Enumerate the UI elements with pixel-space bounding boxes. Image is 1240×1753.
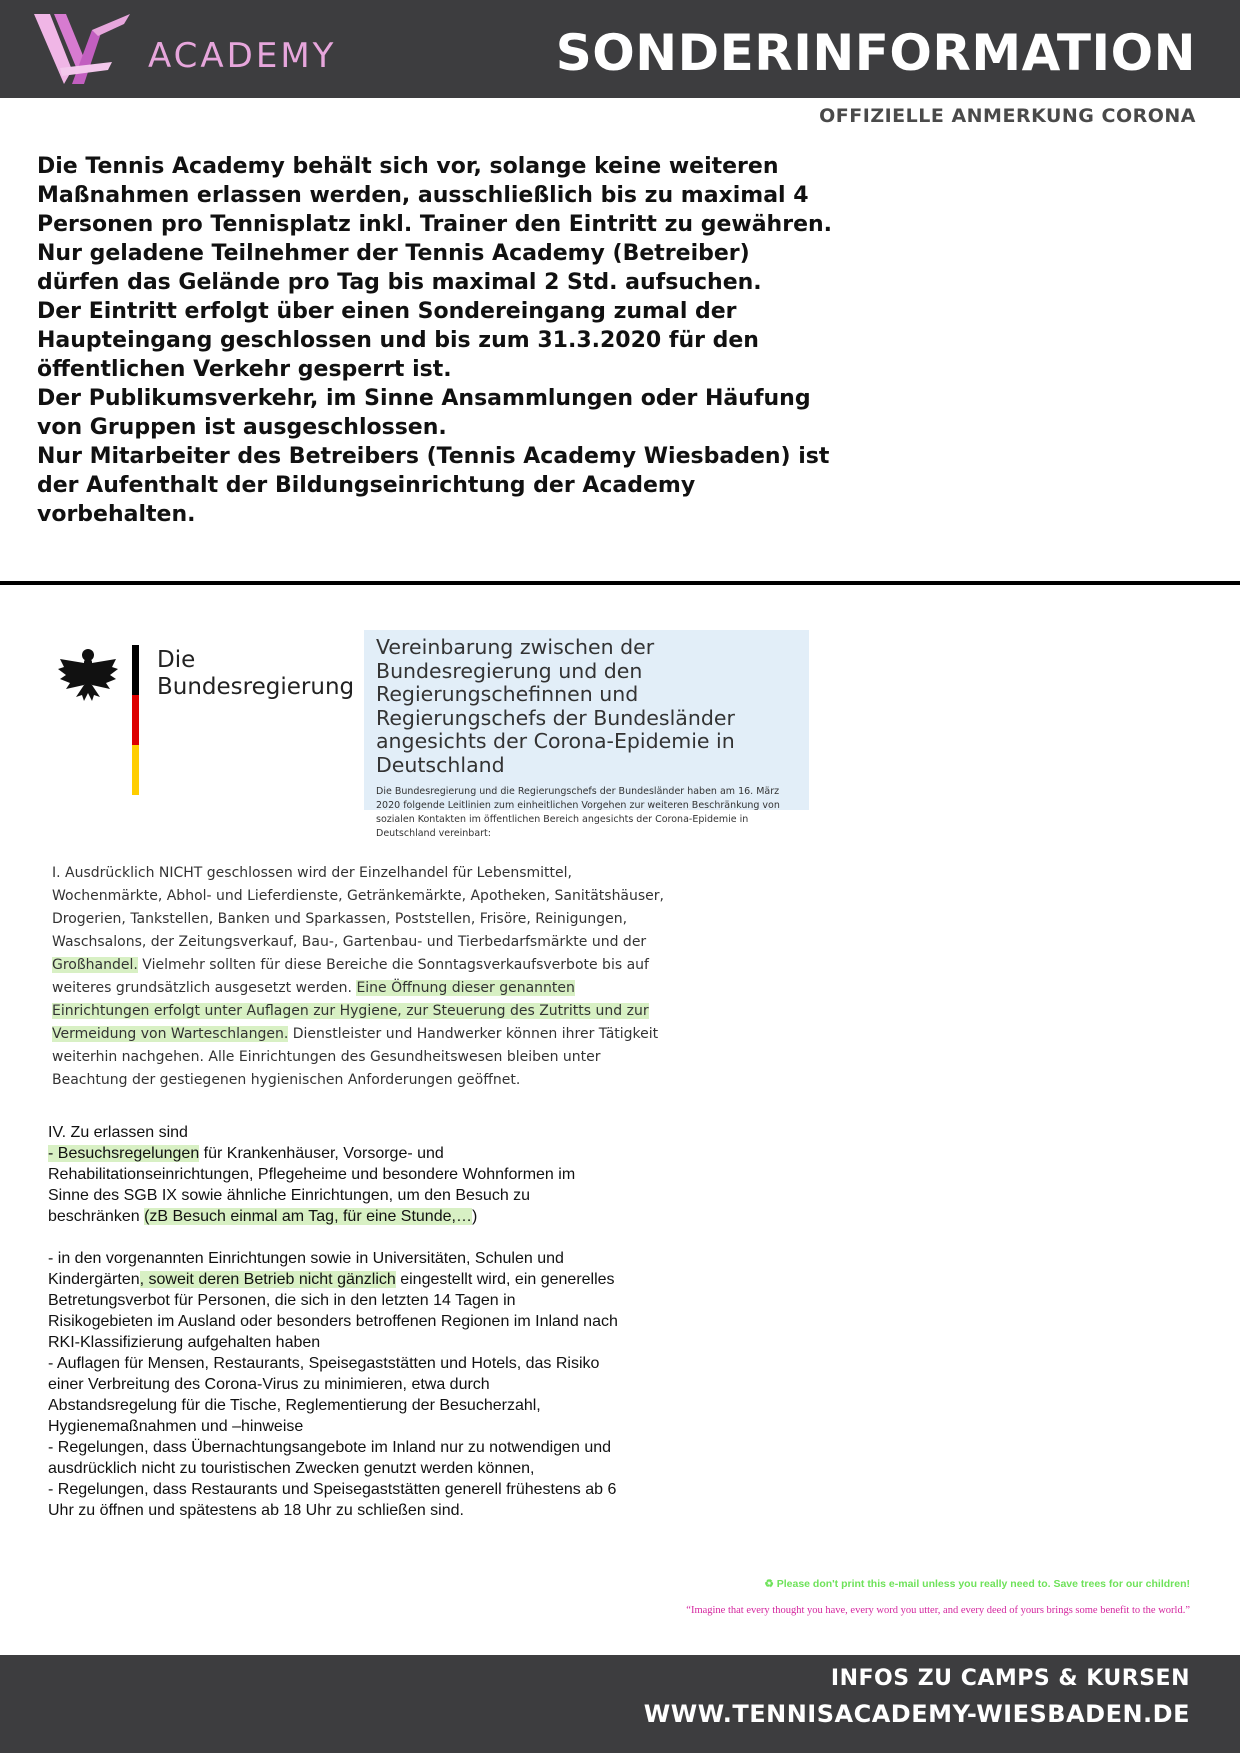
- bundesregierung-name: Die Bundesregierung: [157, 647, 355, 700]
- highlight: , soweit deren Betrieb nicht gänzlich: [139, 1271, 396, 1288]
- quote: “Imagine that every thought you have, every word you utter, and every deed of yours brings some benefit to the world.”: [686, 1605, 1190, 1616]
- section-divider: [0, 581, 1240, 585]
- agreement-title: Vereinbarung zwischen der Bundesregierung und den Regierungschefinnen und Regierungschefs der Bundesländer angesichts der Corona-Epidemie in Deutschland: [376, 635, 735, 777]
- intro-paragraph: Nur Mitarbeiter des Betreibers (Tennis Academy Wiesbaden) ist der Aufenthalt der Bildungseinrichtung der Academy vorbehalten.: [37, 444, 830, 527]
- highlight: (zB Besuch einmal am Tag, für eine Stunde,…: [144, 1208, 472, 1225]
- website-link[interactable]: WWW.TENNISACADEMY-WIESBADEN.DE: [643, 1700, 1190, 1728]
- federal-eagle-icon: [58, 645, 148, 795]
- intro-paragraph: Nur geladene Teilnehmer der Tennis Academy (Betreiber) dürfen das Gelände pro Tag bis maximal 2 Std. aufsuchen.: [37, 241, 762, 295]
- page-subtitle: OFFIZIELLE ANMERKUNG CORONA: [819, 105, 1196, 127]
- agreement-excerpt: I. Ausdrücklich NICHT geschlossen wird der Einzelhandel für Lebensmittel, Wochenmärkte, Abhol- und Lieferdienste, Getränkemärkte, Apotheken, Sanitätshäuser, Drogerien, Tankstellen, Banken und Sparkassen, Poststellen, Frisöre, Reinigungen, Waschsalons, der Zeitungsverkauf, Bau-, Gartenbau- und Tierbedarfsmärkte und der Großhandel. Vielmehr sollten für diese Bereiche die Sonntagsverkaufsverbote bis auf weiteres grundsätzlich ausgesetzt werden. Eine Öffnung dieser genannten Einrichtungen erfolgt unter Auflagen zur Hygiene, zur Steuerung des Zutritts und zur Vermeidung von Warteschlangen. Dienstleister und Handwerker können ihrer Tätigkeit weiterhin nachgehen. Alle Einrichtungen des Gesundheitswesen bleiben unter Beachtung der gestiegenen hygienischen Anforderungen geöffnet.: [52, 865, 665, 1088]
- intro-paragraph: Der Publikumsverkehr, im Sinne Ansammlungen oder Häufung von Gruppen ist ausgeschlossen.: [37, 386, 811, 440]
- section-iv: [48, 1122, 618, 1521]
- page-header: [0, 0, 1240, 98]
- logo-wordmark: ACADEMY: [148, 36, 337, 76]
- footer-info: INFOS ZU CAMPS & KURSEN: [830, 1666, 1190, 1691]
- print-notice: ♻ Please don't print this e-mail unless you really need to. Save trees for our children!: [764, 1578, 1190, 1590]
- list-item: - Auflagen für Mensen, Restaurants, Speisegaststätten und Hotels, das Risiko einer Verbreitung des Corona-Virus zu minimieren, etwa durch Abstandsregelung für die Tische, Reglementierung der Besucherzahl, Hygienemaßnahmen und –hinweise: [48, 1355, 600, 1435]
- agreement-text: Die Bundesregierung und die Regierungschefs der Bundesländer haben am 16. März 2020 folgende Leitlinien zum einheitlichen Vorgehen zur weiteren Beschränkung von sozialen Kontakten im öffentlichen Bereich angesichts der Corona-Epidemie in Deutschland vereinbart:: [376, 786, 780, 839]
- page-title: SONDERINFORMATION: [555, 24, 1196, 82]
- intro-notice: [37, 152, 837, 529]
- page-footer: [0, 1655, 1240, 1753]
- highlight: - Besuchsregelungen: [48, 1145, 200, 1162]
- section-heading: IV. Zu erlassen sind: [48, 1124, 188, 1141]
- academy-logo-mark-icon: [32, 10, 132, 90]
- list-item: - in den vorgenannten Einrichtungen sowie in Universitäten, Schulen und Kindergärten, soweit deren Betrieb nicht gänzlich eingestellt wird, ein generelles Betretungsverbot für Personen, die sich in den letzten 14 Tagen in Risikogebieten im Ausland oder besonders betroffenen Regionen im Inland nach RKI-Klassifizierung aufgehalten haben: [48, 1250, 618, 1351]
- intro-paragraph: Der Eintritt erfolgt über einen Sondereingang zumal der Haupteingang geschlossen und bis zum 31.3.2020 für den öffentlichen Verkehr gesperrt ist.: [37, 299, 759, 382]
- list-item: - Regelungen, dass Restaurants und Speisegaststätten generell frühestens ab 6 Uhr zu öffnen und spätestens ab 18 Uhr zu schließen sind.: [48, 1481, 617, 1519]
- highlight: Großhandel.: [52, 957, 138, 973]
- academy-logo: [32, 10, 337, 90]
- intro-paragraph: Die Tennis Academy behält sich vor, solange keine weiteren Maßnahmen erlassen werden, ausschließlich bis zu maximal 4 Personen pro Tennisplatz inkl. Trainer den Eintritt zu gewähren.: [37, 154, 833, 237]
- list-item: - Regelungen, dass Übernachtungsangebote im Inland nur zu notwendigen und ausdrücklich nicht zu touristischen Zwecken genutzt werden können,: [48, 1439, 612, 1477]
- list-item: - Besuchsregelungen für Krankenhäuser, Vorsorge- und Rehabilitationseinrichtungen, Pflegeheime und besondere Wohnformen im Sinne des SGB IX sowie ähnliche Einrichtungen, um den Besuch zu beschränken (zB Besuch einmal am Tag, für eine Stunde,…): [48, 1145, 576, 1225]
- agreement-box: [364, 630, 809, 839]
- highlight: Eine Öffnung dieser genannten Einrichtungen erfolgt unter Auflagen zur Hygiene, zur Steuerung des Zutritts und zur Vermeidung von Warteschlangen.: [52, 980, 649, 1042]
